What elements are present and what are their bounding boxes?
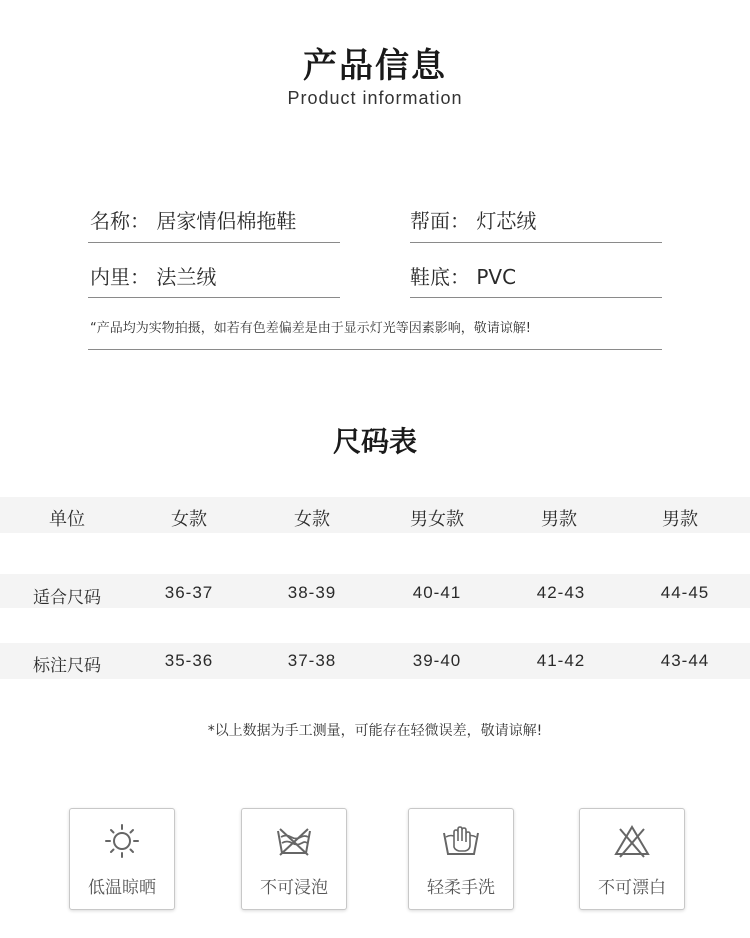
size-cell: 38-39	[287, 583, 337, 602]
divider	[410, 297, 662, 298]
care-label: 低温晾晒	[88, 878, 156, 898]
size-cell: 43-44	[660, 651, 710, 670]
care-label: 不可浸泡	[260, 878, 328, 898]
upper-value: 灯芯绒	[476, 209, 537, 233]
name-field	[90, 205, 296, 234]
name-value: 居家情侣棉拖鞋	[156, 209, 297, 233]
size-cell: 42-43	[536, 583, 586, 602]
size-note: *以上数据为手工测量，可能存在轻微误差，敬请谅解!	[207, 723, 543, 739]
page-title: 产品信息	[303, 46, 447, 86]
size-header-cell: 男款	[662, 509, 698, 530]
size-header-cell: 男女款	[410, 509, 464, 530]
divider	[88, 242, 340, 243]
page-subtitle: Product information	[287, 88, 463, 108]
care-card-no-bleach	[579, 808, 685, 910]
size-cell: 39-40	[412, 651, 462, 670]
sun-icon	[102, 823, 142, 859]
care-label: 不可漂白	[598, 878, 666, 898]
size-row-label: 适合尺码	[33, 588, 101, 608]
size-header-cell: 单位	[49, 509, 85, 530]
size-header-cell: 女款	[294, 509, 330, 530]
divider	[88, 349, 662, 350]
size-cell: 40-41	[412, 583, 462, 602]
no-bleach-icon	[612, 823, 652, 859]
size-cell: 36-37	[164, 583, 214, 602]
sole-label: 鞋底：	[410, 265, 470, 289]
care-card-hand-wash	[408, 808, 514, 910]
lining-label: 内里：	[90, 265, 150, 289]
size-cell: 44-45	[660, 583, 710, 602]
upper-field	[410, 205, 536, 234]
size-header-cell: 女款	[171, 509, 207, 530]
upper-label: 帮面：	[410, 209, 470, 233]
size-header-cell: 男款	[541, 509, 577, 530]
name-label: 名称：	[90, 209, 150, 233]
care-card-low-temp-dry	[69, 808, 175, 910]
disclaimer-text: “产品均为实物拍摄，如若有色差偏差是由于显示灯光等因素影响，敬请谅解!	[90, 321, 531, 336]
lining-value: 法兰绒	[156, 265, 217, 289]
lining-field	[90, 261, 216, 290]
sole-value: PVC	[476, 265, 517, 289]
hand-wash-icon	[441, 823, 481, 859]
no-soak-icon	[274, 823, 314, 859]
divider	[88, 297, 340, 298]
care-label: 轻柔手洗	[427, 878, 495, 898]
size-row-label: 标注尺码	[33, 656, 101, 676]
care-card-no-soak	[241, 808, 347, 910]
size-cell: 41-42	[536, 651, 586, 670]
size-chart-title: 尺码表	[332, 425, 417, 458]
divider	[410, 242, 662, 243]
size-cell: 35-36	[164, 651, 214, 670]
sole-field	[410, 261, 516, 290]
size-cell: 37-38	[287, 651, 337, 670]
